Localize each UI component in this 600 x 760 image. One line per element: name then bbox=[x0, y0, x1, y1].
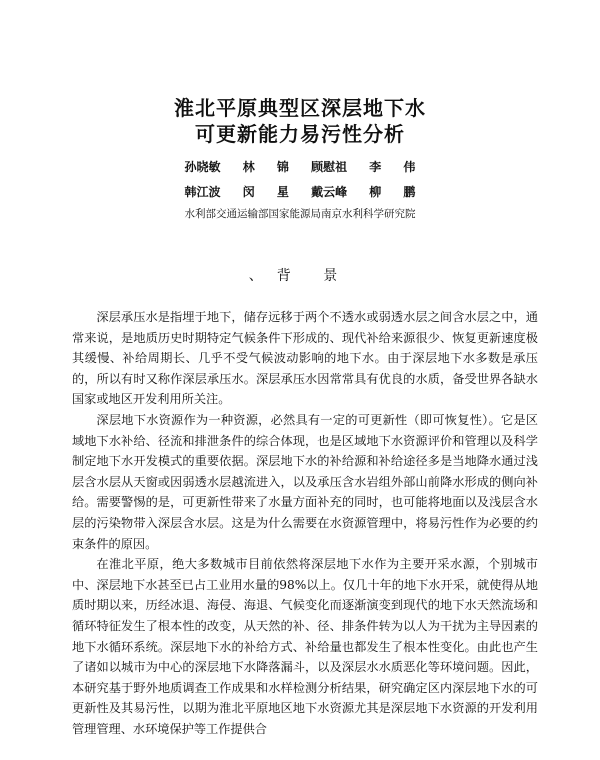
body-text bbox=[72, 307, 538, 739]
author-list-line-1: 孙晓敏 林 锦 顾慰祖 李 伟 bbox=[184, 160, 416, 174]
paper-title-line-1: 淮北平原典型区深层地下水 bbox=[174, 96, 426, 120]
paper-title-line-2: 可更新能力易污性分析 bbox=[195, 122, 405, 146]
paragraph-1: 深层承压水是指埋于地下，储存远移于两个不透水或弱透水层之间含水层之中，通常来说，是地质历史时期特定气候条件下形成的、现代补给来源很少、恢复更新速度极其缓慢、补给周期长、几乎不受气候波动影响的地下水。由于深层地下水多数是承压的，所以有时又称作深层承压水。深层承压水因常常具有优良的水质，备受世界各缺水国家或地区开发利用所关注。 bbox=[72, 310, 538, 407]
paragraph-2: 深层地下水资源作为一种资源，必然具有一定的可更新性（即可恢复性）。它是区域地下水补给、径流和排泄条件的综合体现，也是区域地下水资源评价和管理以及科学制定地下水开发模式的重要依据。深层地下水的补给源和补给途径多是当地降水通过浅层含水层从天窗或因弱透水层越流进入，以及承压含水岩组外部山前降水形成的侧向补给。需要警惕的是，可更新性带来了水量方面补充的同时，也可能将地面以及浅层含水层的污染物带入深层含水层。这是为什么需要在水资源管理中，将易污性作为必要的约束条件的原因。 bbox=[72, 412, 538, 551]
author-list-line-2: 韩江波 闵 星 戴云峰 柳 鹏 bbox=[184, 185, 416, 199]
section-heading: 、背 景 bbox=[248, 268, 352, 284]
paragraph-3: 在淮北平原，绝大多数城市目前依然将深层地下水作为主要开采水源，个别城市中、深层地下水甚至已占工业用水量的98%以上。仅几十年的地下水开采，就使得从地质时期以来，历经冰退、海侵、海退、气候变化而逐渐演变到现代的地下水天然流场和循环特征发生了根本性的改变，从天然的补、径、排条件转为以人为干扰为主导因素的地下水循环系统。深层地下水的补给方式、补给量也都发生了根本性变化。由此也产生了诸如以城市为中心的深层地下水降落漏斗，以及深层水水质恶化等环境问题。因此，本研究基于野外地质调查工作成果和水样检测分析结果，研究确定区内深层地下水的可更新性及其易污性，以期为淮北平原地区地下水资源尤其是深层地下水资源的开发利用管理管理、水环境保护等工作提供合 bbox=[72, 557, 538, 736]
affiliation: 水利部交通运输部国家能源局南京水利科学研究院 bbox=[184, 208, 416, 220]
